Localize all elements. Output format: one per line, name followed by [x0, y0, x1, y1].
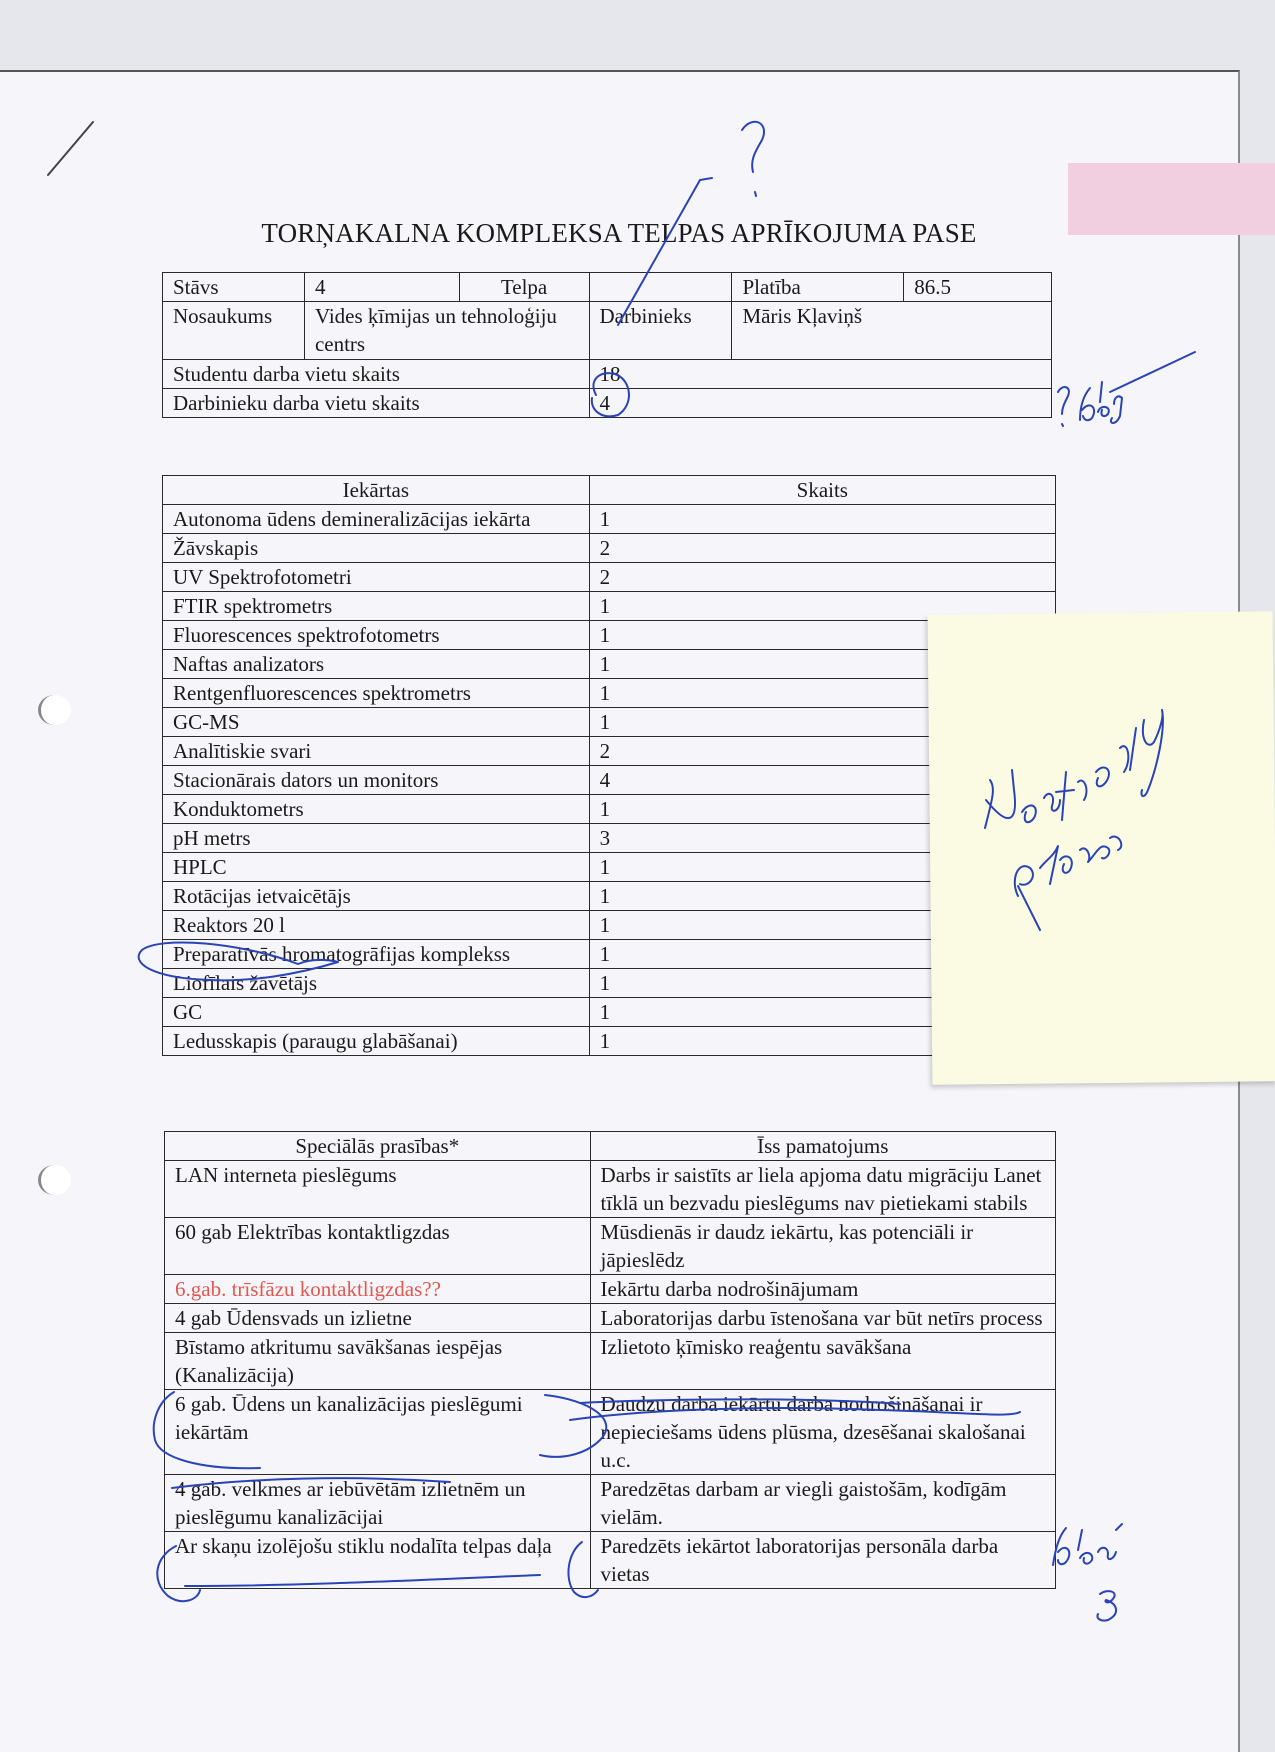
equipment-name: Naftas analizators: [163, 650, 590, 679]
equipment-count: 1: [589, 505, 1055, 534]
requirement-text: 6.gab. trīsfāzu kontaktligzdas??: [165, 1275, 591, 1304]
floor-label: Stāvs: [163, 273, 305, 302]
equipment-name: pH metrs: [163, 824, 590, 853]
equipment-header-name: Iekārtas: [163, 476, 590, 505]
equipment-count: 1: [589, 679, 1055, 708]
equipment-name: Liofīlais žāvētājs: [163, 969, 590, 998]
area-label: Platība: [732, 273, 904, 302]
equipment-count: 1: [589, 708, 1055, 737]
requirement-reason: Paredzētas darbam ar viegli gaistošām, kodīgām vielām.: [590, 1475, 1055, 1532]
equipment-count: 2: [589, 534, 1055, 563]
requirement-reason: Daudzu darba iekārtu darba nodrošināšanai ir nepieciešams ūdens plūsma, dzesēšanai skalošanai u.c.: [590, 1390, 1055, 1475]
requirements-header-req: Speciālās prasības*: [165, 1132, 591, 1161]
page-title: TORŅAKALNA KOMPLEKSA TELPAS APRĪKOJUMA PASE: [261, 218, 977, 248]
staff-seats-value: 4: [589, 389, 1051, 418]
equipment-count: 2: [589, 737, 1055, 766]
sticky-handwriting-line1: [985, 710, 1163, 828]
equipment-count: 1: [589, 650, 1055, 679]
equipment-name: Autonoma ūdens demineralizācijas iekārta: [163, 505, 590, 534]
equipment-name: Rentgenfluorescences spektrometrs: [163, 679, 590, 708]
equipment-name: UV Spektrofotometri: [163, 563, 590, 592]
equipment-count: 1: [589, 1027, 1055, 1056]
student-seats-value: 18: [589, 360, 1051, 389]
room-label: Telpa: [459, 273, 589, 302]
pencil-stroke: [48, 122, 93, 175]
handwritten-note-plone-3: [1053, 1524, 1122, 1621]
circle-mark: [154, 1392, 1020, 1468]
student-seats-label: Studentu darba vietu skaits: [163, 360, 590, 389]
equipment-count: 2: [589, 563, 1055, 592]
name-label: Nosaukums: [163, 302, 305, 360]
equipment-count: 1: [589, 592, 1055, 621]
requirement-reason: Iekārtu darba nodrošinājumam: [590, 1275, 1055, 1304]
equipment-count: 1: [589, 911, 1055, 940]
requirement-text: Bīstamo atkritumu savākšanas iespējas (Kanalizācija): [165, 1333, 591, 1390]
requirement-text: 6 gab. Ūdens un kanalizācijas pieslēgumi iekārtām: [165, 1390, 591, 1475]
equipment-name: GC: [163, 998, 590, 1027]
equipment-name: Preparatīvās hromatogrāfijas komplekss: [163, 940, 590, 969]
floor-value: 4: [304, 273, 459, 302]
equipment-name: Reaktors 20 l: [163, 911, 590, 940]
question-mark-ink: [742, 122, 764, 196]
sticky-handwriting-line2: [1015, 837, 1122, 930]
equipment-count: 1: [589, 998, 1055, 1027]
circle-mark: [139, 942, 338, 980]
equipment-name: Žāvskapis: [163, 534, 590, 563]
requirement-reason: Darbs ir saistīts ar liela apjoma datu migrāciju Lanet tīklā un bezvadu pieslēgums nav pietiekami stabils: [590, 1161, 1055, 1218]
requirement-reason: Laboratorijas darbu īstenošana var būt netīrs process: [590, 1304, 1055, 1333]
equipment-header-count: Skaits: [589, 476, 1055, 505]
strike-line: [172, 1478, 450, 1488]
equipment-name: Ledusskapis (paraugu glabāšanai): [163, 1027, 590, 1056]
equipment-name: Analītiskie svari: [163, 737, 590, 766]
equipment-name: Rotācijas ietvaicētājs: [163, 882, 590, 911]
equipment-count: 1: [589, 795, 1055, 824]
equipment-count: 1: [589, 882, 1055, 911]
requirement-text: 4 gab. velkmes ar iebūvētām izlietnēm un pieslēgumu kanalizācijai: [165, 1475, 591, 1532]
area-value: 86.5: [904, 273, 1052, 302]
requirement-reason: Izlietoto ķīmisko reaģentu savākšana: [590, 1333, 1055, 1390]
equipment-count: 1: [589, 621, 1055, 650]
equipment-name: Stacionārais dators un monitors: [163, 766, 590, 795]
requirement-text: Ar skaņu izolējošu stiklu nodalīta telpas daļa: [165, 1532, 591, 1589]
equipment-name: Konduktometrs: [163, 795, 590, 824]
equipment-name: HPLC: [163, 853, 590, 882]
employee-value: Māris Kļaviņš: [732, 302, 1052, 360]
ink-slash: [618, 178, 712, 325]
handwritten-note-ploce: [1058, 352, 1195, 426]
name-value: Vides ķīmijas un tehnoloģiju centrs: [304, 302, 589, 360]
requirement-reason: Paredzēts iekārtot laboratorijas personāla darba vietas: [590, 1532, 1055, 1589]
equipment-name: FTIR spektrometrs: [163, 592, 590, 621]
requirement-text: LAN interneta pieslēgums: [165, 1161, 591, 1218]
staff-seats-label: Darbinieku darba vietu skaits: [163, 389, 590, 418]
circle-mark: [592, 373, 629, 416]
circle-mark: [157, 1542, 598, 1601]
equipment-count: 1: [589, 940, 1055, 969]
equipment-count: 4: [589, 766, 1055, 795]
employee-label: Darbinieks: [589, 302, 732, 360]
equipment-name: Fluorescences spektrofotometrs: [163, 621, 590, 650]
requirement-text: 4 gab Ūdensvads un izlietne: [165, 1304, 591, 1333]
equipment-count: 1: [589, 969, 1055, 998]
requirement-reason: Mūsdienās ir daudz iekārtu, kas potenciāli ir jāpieslēdz: [590, 1218, 1055, 1275]
requirements-header-reason: Īss pamatojums: [590, 1132, 1055, 1161]
equipment-count: 1: [589, 853, 1055, 882]
requirement-text: 60 gab Elektrības kontaktligzdas: [165, 1218, 591, 1275]
equipment-count: 3: [589, 824, 1055, 853]
equipment-name: GC-MS: [163, 708, 590, 737]
